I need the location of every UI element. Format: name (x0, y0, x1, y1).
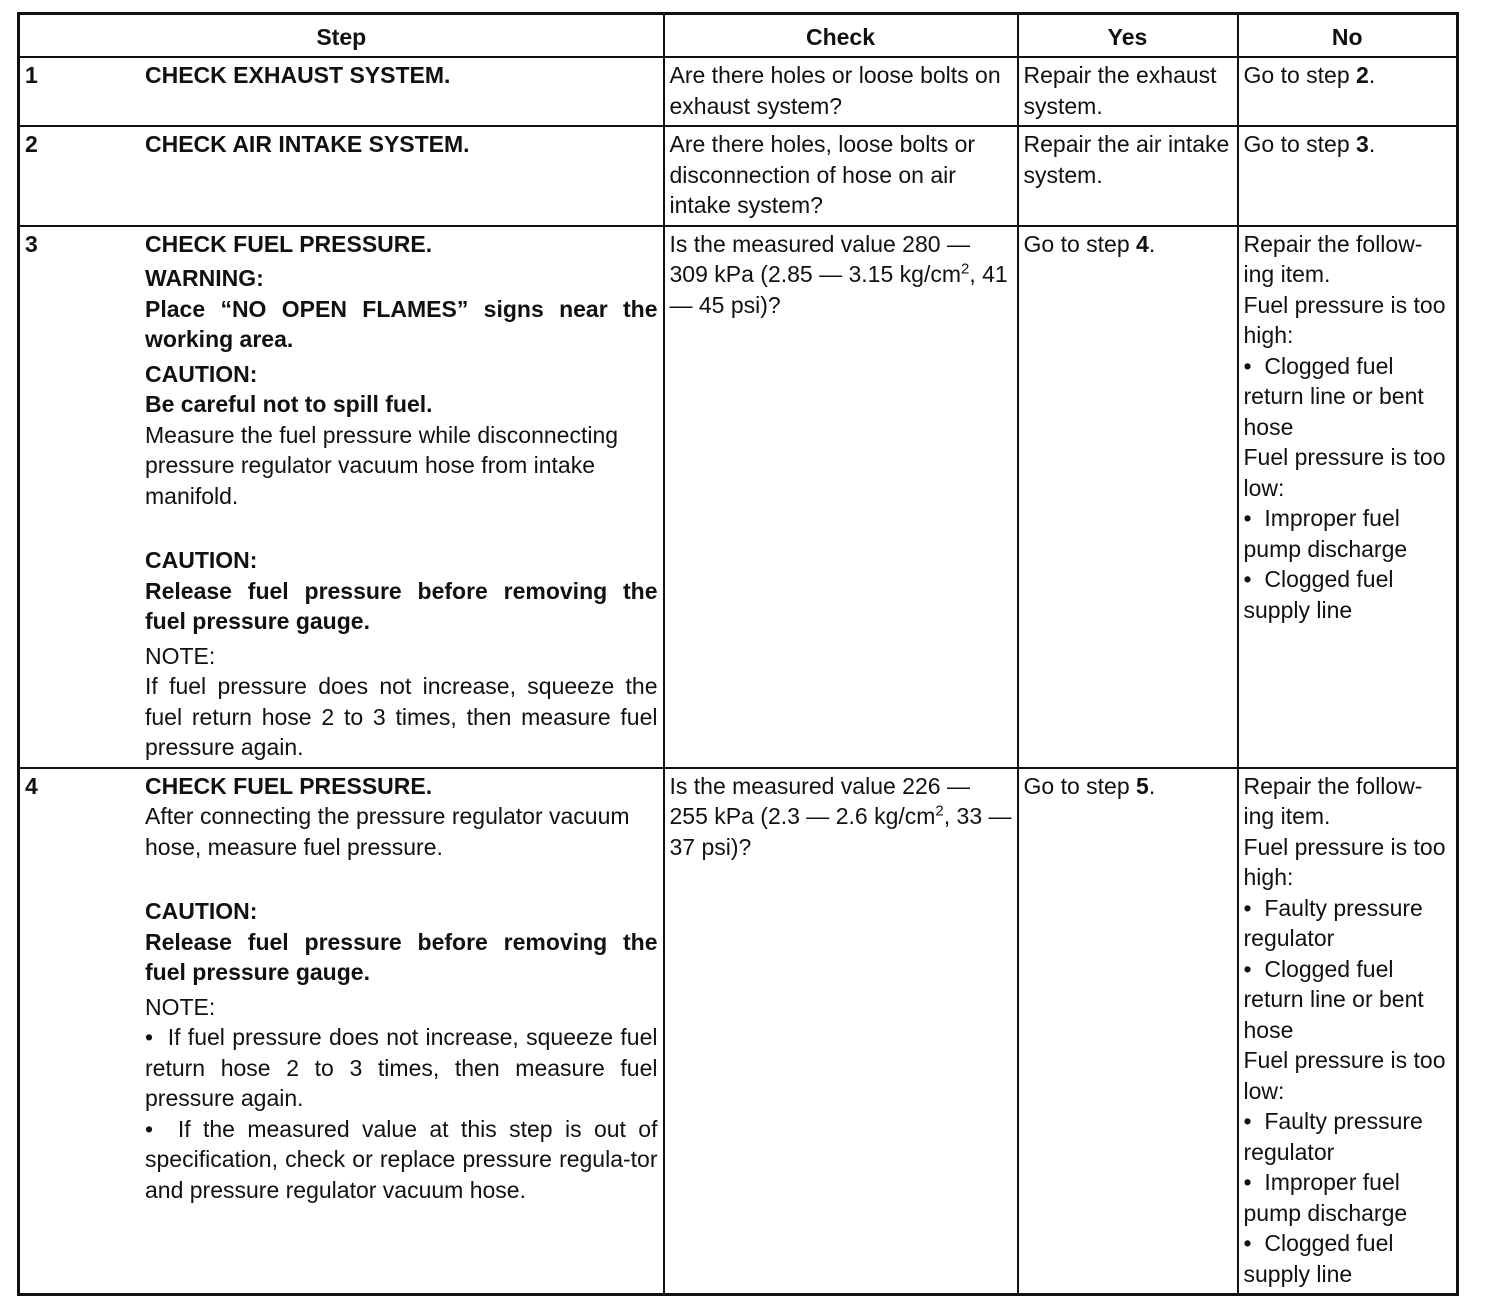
check-text (670, 771, 1012, 863)
step-cell (19, 57, 664, 126)
yes-text (1024, 771, 1232, 802)
cause-item: • Improper fuel pump discharge (1244, 1167, 1452, 1228)
table-row (19, 768, 1458, 1295)
check-cell (664, 768, 1018, 1295)
yes-text: Repair the air intake system. (1023, 131, 1230, 188)
condition-low: Fuel pressure is too low: (1243, 444, 1446, 501)
diagnosis-table (17, 12, 1459, 1296)
no-text (1244, 60, 1452, 91)
step-title: CHECK AIR INTAKE SYSTEM. (145, 131, 470, 157)
procedure-text: Measure the fuel pressure while disconnecting pressure regulator vacuum hose from intake manifold. (145, 421, 619, 509)
step-title: CHECK FUEL PRESSURE. (145, 772, 433, 799)
yes-cell (1018, 226, 1238, 768)
step-title: CHECK EXHAUST SYSTEM. (145, 62, 451, 88)
check-cell (664, 57, 1018, 126)
no-text (1244, 129, 1452, 160)
goto-suffix: . (1148, 230, 1156, 257)
no-cell (1238, 57, 1458, 126)
goto-suffix: . (1368, 62, 1376, 88)
note-label: NOTE: (145, 642, 216, 669)
check-text: Are there holes or loose bolts on exhaust system? (669, 62, 1001, 119)
table-row (19, 126, 1458, 226)
check-text (670, 229, 1012, 321)
yes-cell (1018, 57, 1238, 126)
superscript: 2 (935, 802, 944, 820)
condition-high: Fuel pressure is too high: (1243, 833, 1446, 890)
goto-step-link[interactable]: 2 (1356, 62, 1369, 88)
superscript: 2 (961, 260, 970, 278)
cause-item: • Faulty pressure regulator (1244, 893, 1452, 954)
step-cell (19, 226, 664, 768)
note-item: • If the measured value at this step is out of specification, check or replace pressure regula-tor and pressure regulator vacuum hose. (145, 1114, 658, 1206)
cause-item: • Clogged fuel supply line (1244, 564, 1452, 625)
cause-item: • Improper fuel pump discharge (1244, 503, 1452, 564)
note-text: If fuel pressure does not increase, squeeze the fuel return hose 2 to 3 times, then measure fuel pressure again. (145, 673, 658, 760)
header-step: Step (19, 14, 664, 58)
goto-suffix: . (1368, 131, 1376, 157)
step-cell (19, 126, 664, 226)
warning-text: Place “NO OPEN FLAMES” signs near the working area. (145, 295, 658, 352)
goto-label: Go to step (1023, 230, 1137, 257)
cause-item: • Clogged fuel return line or bent hose (1244, 351, 1452, 443)
table-row (19, 226, 1458, 768)
yes-text: Repair the exhaust system. (1023, 62, 1217, 119)
no-cell (1238, 768, 1458, 1295)
goto-label: Go to step (1243, 131, 1357, 157)
header-row (19, 14, 1458, 58)
header-yes: Yes (1018, 14, 1238, 58)
goto-suffix: . (1148, 772, 1156, 799)
step-cell (19, 768, 664, 1295)
caution-label: CAUTION: (145, 547, 258, 573)
repair-intro: Repair the follow-ing item. (1243, 230, 1423, 287)
no-cell (1238, 226, 1458, 768)
no-cell (1238, 126, 1458, 226)
condition-low: Fuel pressure is too low: (1243, 1047, 1446, 1104)
check-cell (664, 226, 1018, 768)
caution-text: Release fuel pressure before removing the fuel pressure gauge. (145, 577, 658, 634)
check-cell (664, 126, 1018, 226)
table-row (19, 57, 1458, 126)
header-check: Check (664, 14, 1018, 58)
caution-text: Release fuel pressure before removing the fuel pressure gauge. (145, 928, 658, 985)
goto-step-link[interactable]: 4 (1136, 230, 1149, 257)
goto-label: Go to step (1023, 772, 1137, 799)
cause-item: • Faulty pressure regulator (1244, 1106, 1452, 1167)
check-text: Are there holes, loose bolts or disconnection of hose on air intake system? (669, 131, 976, 218)
yes-text (1024, 229, 1232, 260)
step-number: 3 (25, 230, 38, 257)
goto-step-link[interactable]: 3 (1356, 131, 1369, 157)
caution-text: Be careful not to spill fuel. (145, 391, 433, 417)
note-label: NOTE: (145, 993, 216, 1020)
procedure-text: After connecting the pressure regulator vacuum hose, measure fuel pressure. (145, 803, 630, 860)
goto-label: Go to step (1243, 62, 1357, 88)
check-text-part: Is the measured value 280 — 309 kPa (2.85 — 3.15 kg/cm (669, 230, 970, 287)
caution-label: CAUTION: (145, 360, 258, 387)
condition-high: Fuel pressure is too high: (1243, 291, 1446, 348)
check-text-part: , 33 — 37 psi)? (669, 803, 1012, 860)
yes-cell (1018, 126, 1238, 226)
cause-item: • Clogged fuel return line or bent hose (1244, 954, 1452, 1046)
check-text-part: , 41 — 45 psi)? (669, 261, 1008, 318)
step-number: 4 (25, 772, 38, 799)
repair-intro: Repair the follow-ing item. (1243, 772, 1423, 829)
yes-cell (1018, 768, 1238, 1295)
note-item: • If fuel pressure does not increase, squeeze fuel return hose 2 to 3 times, then measure fuel pressure again. (145, 1022, 658, 1114)
warning-label: WARNING: (145, 265, 264, 291)
caution-label: CAUTION: (145, 898, 258, 924)
goto-step-link[interactable]: 5 (1136, 772, 1149, 799)
header-no: No (1238, 14, 1458, 58)
step-title: CHECK FUEL PRESSURE. (145, 230, 433, 257)
check-text-part: Is the measured value 226 — 255 kPa (2.3 — 2.6 kg/cm (669, 772, 970, 829)
step-number: 1 (25, 62, 38, 88)
cause-item: • Clogged fuel supply line (1244, 1228, 1452, 1289)
step-number: 2 (25, 131, 38, 157)
